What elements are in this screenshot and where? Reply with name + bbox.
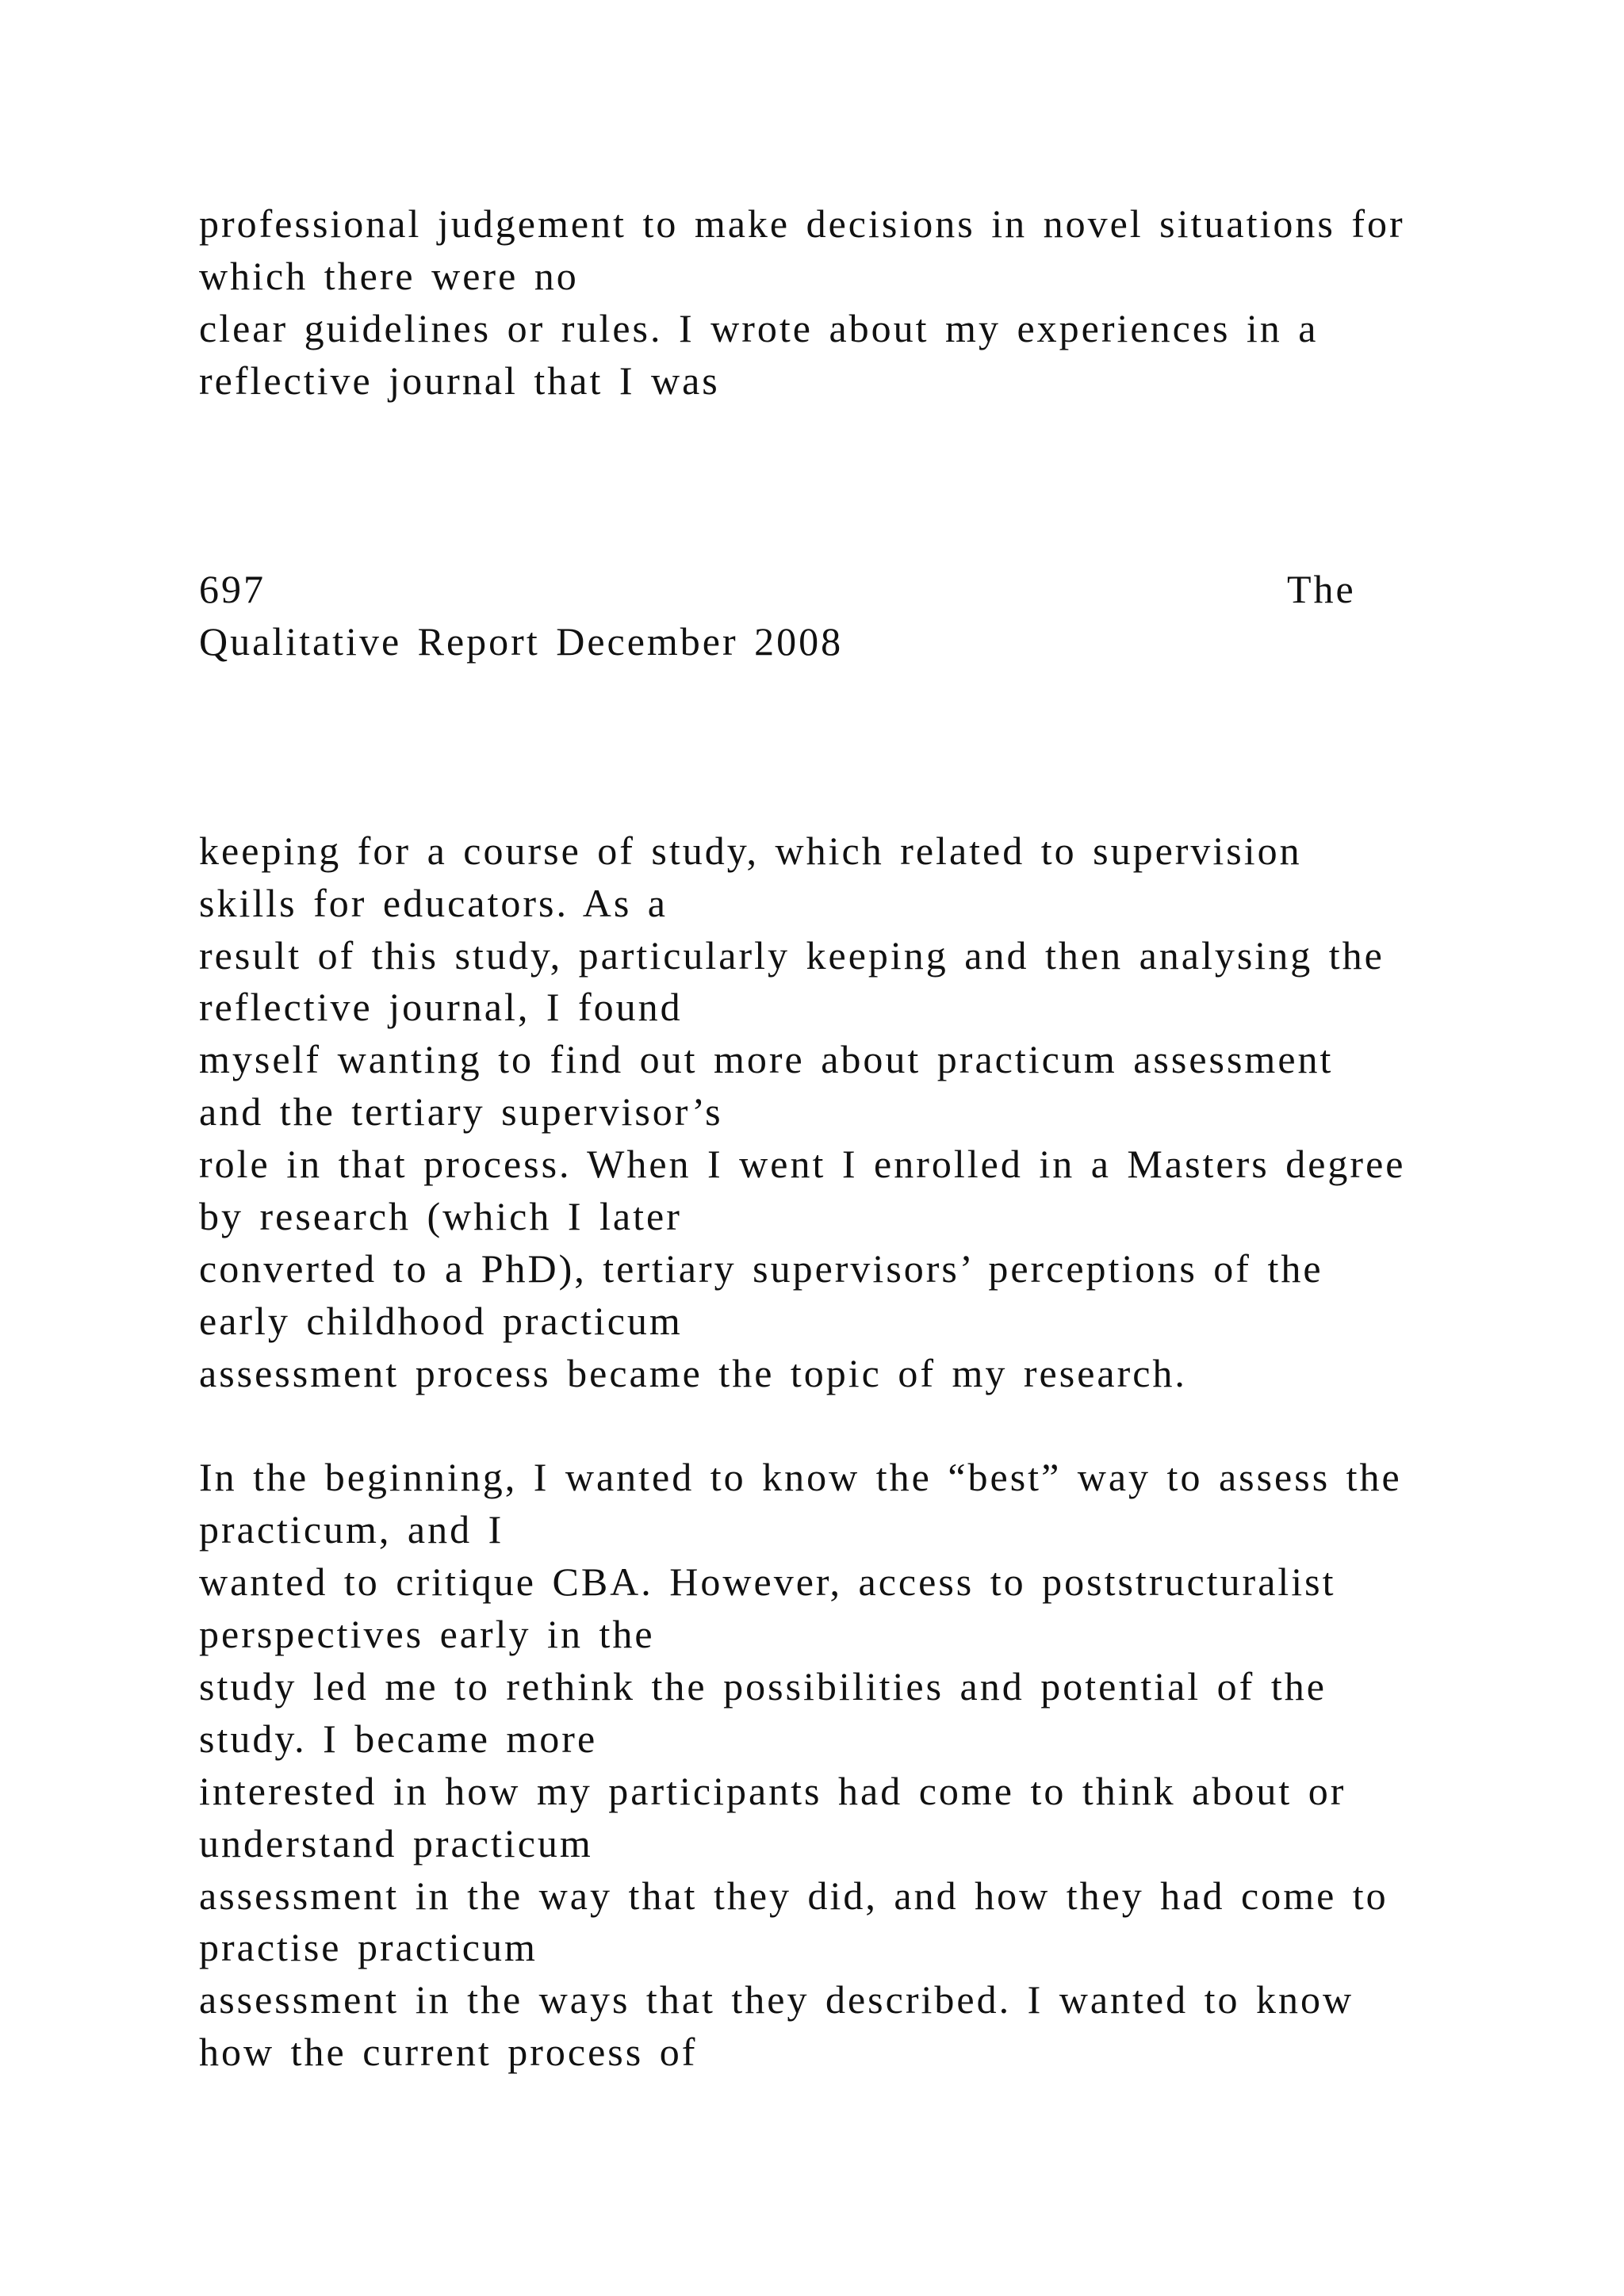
text-line: assessment process became the topic of my research. xyxy=(199,1350,1187,1395)
text-line: practicum, and I xyxy=(199,1507,504,1552)
journal-title-start: The xyxy=(1287,567,1356,612)
text-line: reflective journal that I was xyxy=(199,358,720,403)
text-line: how the current process of xyxy=(199,2030,698,2075)
text-line: study led me to rethink the possibilities and potential of the xyxy=(199,1663,1327,1709)
text-line: wanted to critique CBA. However, access to poststructuralist xyxy=(199,1559,1336,1605)
journal-title-end: Qualitative Report December 2008 xyxy=(199,619,844,664)
running-header xyxy=(199,564,1547,668)
text-line: interested in how my participants had come to think about or xyxy=(199,1768,1346,1813)
text-line: assessment in the ways that they described. I wanted to know xyxy=(199,1977,1354,2022)
document-page xyxy=(199,198,1547,2079)
text-line: understand practicum xyxy=(199,1820,593,1866)
text-line: role in that process. When I went I enrolled in a Masters degree xyxy=(199,1142,1406,1187)
text-line: keeping for a course of study, which related to supervision xyxy=(199,828,1302,873)
text-line: assessment in the way that they did, and how they had come to xyxy=(199,1873,1388,1918)
text-line: In the beginning, I wanted to know the “best” way to assess the xyxy=(199,1455,1402,1500)
paragraph xyxy=(199,198,1547,408)
text-line: clear guidelines or rules. I wrote about my experiences in a xyxy=(199,305,1319,350)
text-line: reflective journal, I found xyxy=(199,985,683,1030)
text-line: professional judgement to make decisions in novel situations for xyxy=(199,201,1405,246)
paragraph xyxy=(199,825,1547,1400)
text-line: perspectives early in the xyxy=(199,1612,655,1657)
text-line: which there were no xyxy=(199,253,579,298)
text-line: skills for educators. As a xyxy=(199,880,668,925)
page-number: 697 xyxy=(199,567,266,612)
text-line: converted to a PhD), tertiary supervisors’ perceptions of the xyxy=(199,1246,1323,1291)
text-line: practise practicum xyxy=(199,1925,538,1970)
running-header-line xyxy=(199,564,1547,616)
text-line: and the tertiary supervisor’s xyxy=(199,1089,723,1135)
text-line: myself wanting to find out more about practicum assessment xyxy=(199,1037,1334,1082)
paragraph xyxy=(199,1452,1547,2079)
text-line: early childhood practicum xyxy=(199,1298,683,1343)
text-line: by research (which I later xyxy=(199,1193,682,1238)
text-line: result of this study, particularly keeping and then analysing the xyxy=(199,932,1385,978)
text-line: study. I became more xyxy=(199,1716,598,1761)
